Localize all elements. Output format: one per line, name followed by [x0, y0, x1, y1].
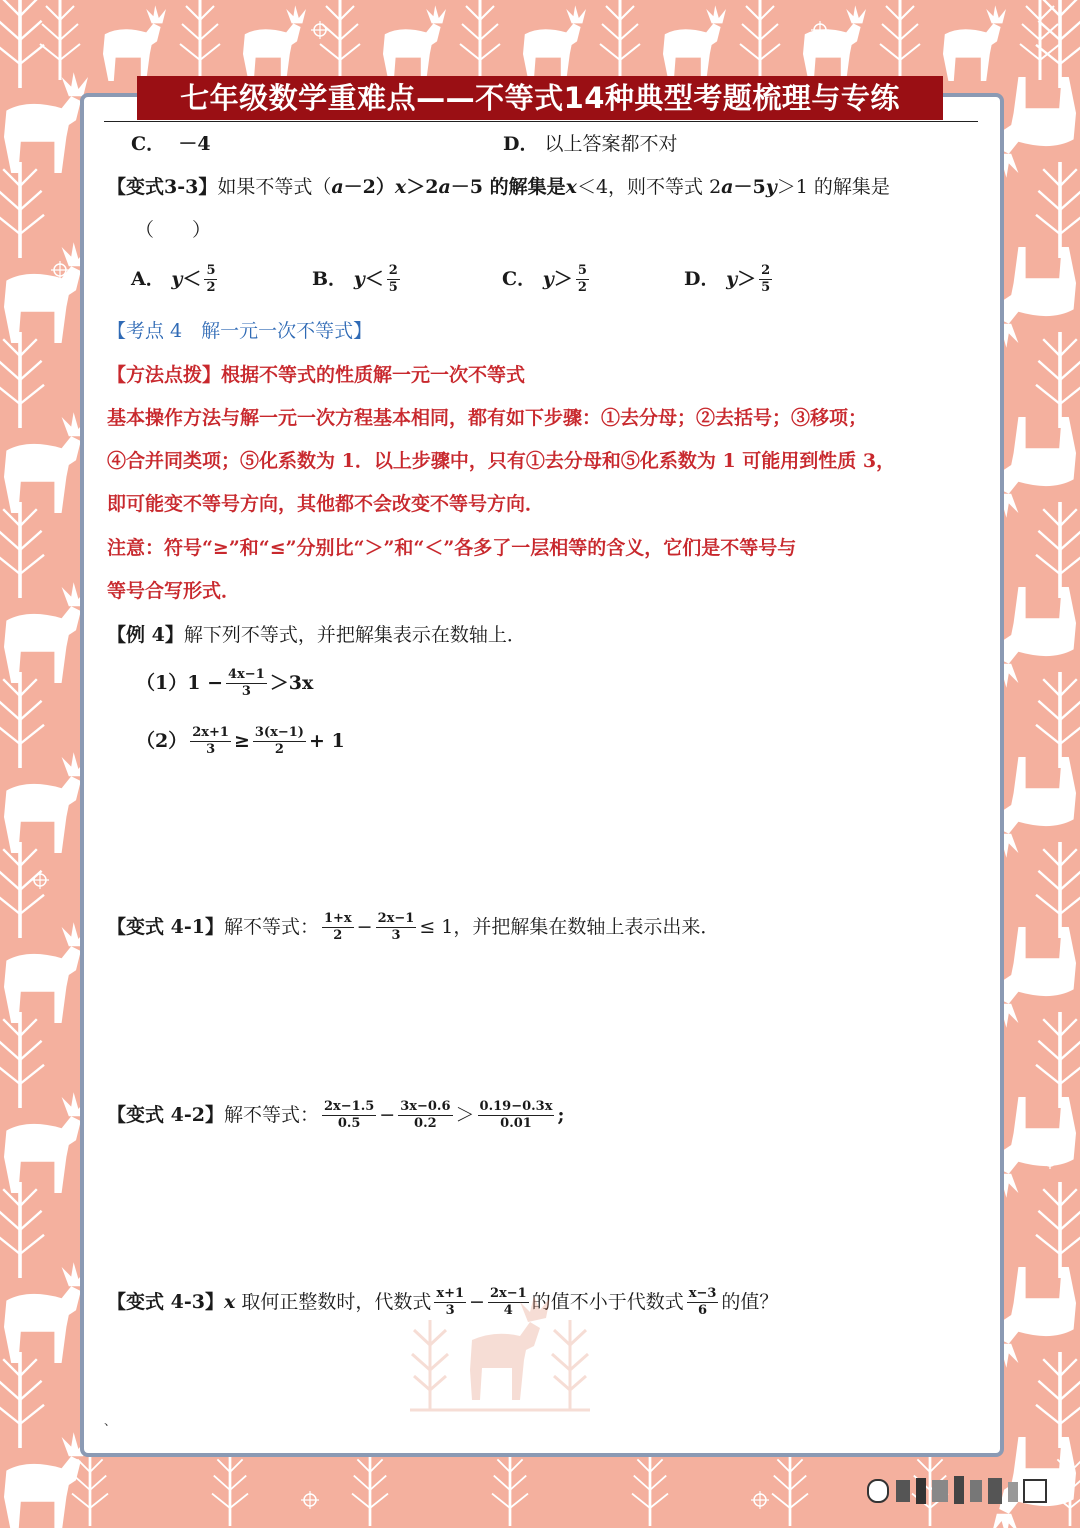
tree-icon: [0, 332, 44, 428]
moose-tree-icon: [400, 1250, 600, 1420]
moose-icon: [4, 922, 88, 1023]
tree-icon: [740, 0, 780, 80]
tree-icon: [1036, 1352, 1080, 1448]
example-4-part-1: （1）1 − $\frac{4x-1}{3}$ ＞3x: [136, 667, 314, 700]
moose-icon: [992, 417, 1076, 518]
corner-mark: 、: [104, 1414, 117, 1428]
tree-icon: [0, 0, 44, 88]
moose-icon: [803, 5, 866, 81]
variant-3-3-question: 【变式3-3】如果不等式（a－2）x＞2a－5 的解集是x＜4，则不等式 2a－5y＞1 的解集是: [107, 176, 890, 198]
moose-icon: [383, 5, 446, 81]
tree-icon: [352, 1454, 388, 1526]
page-title: 七年级数学重难点——不等式14种典型考题梳理与专练: [137, 76, 943, 120]
tree-icon: [1036, 1182, 1080, 1278]
moose-icon: [103, 5, 166, 81]
moose-icon: [4, 1092, 88, 1193]
tree-icon: [1036, 502, 1080, 598]
method-tip-line: ④合并同类项；⑤化系数为 1．以上步骤中，只有①去分母和⑤化系数为 1 可能用到性质 3，: [107, 450, 896, 472]
tree-icon: [772, 1454, 808, 1526]
title-rule: [104, 121, 978, 122]
tree-icon: [0, 1182, 44, 1278]
tree-icon: [880, 0, 920, 80]
snowflake-icon: [751, 1491, 769, 1509]
variant-tag: 【变式3-3】: [107, 176, 218, 198]
tree-icon: [40, 0, 80, 80]
tree-icon: [492, 1454, 528, 1526]
tree-icon: [632, 1454, 668, 1526]
moose-icon: [943, 5, 1006, 81]
moose-icon: [992, 247, 1076, 348]
moose-icon: [4, 72, 88, 173]
option-a: A． y＜ $\frac{5}{2}$: [131, 263, 216, 296]
tree-icon: [0, 842, 44, 938]
moose-icon: [4, 582, 88, 683]
method-tip-line: 基本操作方法与解一元一次方程基本相同，都有如下步骤：①去分母；②去括号；③移项；: [107, 407, 868, 429]
method-note-line: 等号合写形式．: [107, 580, 241, 602]
tree-icon: [1036, 0, 1080, 88]
method-tip-line: 即可能变不等号方向，其他都不会改变不等号方向．: [107, 493, 545, 515]
variant-4-3-question: 【变式 4-3】x 取何正整数时，代数式 $\frac{x+1}{3}$ − $\frac{2x-1}{4}$ 的值不小于代数式 $\frac{x-3}{6}$ 的值？: [107, 1286, 779, 1319]
snowflake-icon: [311, 21, 329, 39]
moose-icon: [992, 1267, 1076, 1368]
tree-icon: [1036, 1012, 1080, 1108]
tree-icon: [600, 0, 640, 80]
tree-icon: [0, 1012, 44, 1108]
tree-icon: [1036, 672, 1080, 768]
moose-icon: [992, 757, 1076, 858]
snowflake-icon: [31, 871, 49, 889]
moose-icon: [4, 752, 88, 853]
option-b: B． y＜ $\frac{2}{5}$: [312, 263, 398, 296]
moose-icon: [992, 927, 1076, 1028]
tree-icon: [460, 0, 500, 80]
example-4-question: 【例 4】解下列不等式，并把解集表示在数轴上．: [107, 624, 526, 646]
example-4-part-2: （2） $\frac{2x+1}{3}$ ≥ $\frac{3(x-1)}{2}$ + 1: [136, 725, 345, 758]
moose-icon: [663, 5, 726, 81]
moose-icon: [523, 5, 586, 81]
tree-icon: [1036, 842, 1080, 938]
option-d-prev: D． 以上答案都不对: [503, 133, 678, 155]
method-tip-title: 【方法点拨】根据不等式的性质解一元一次不等式: [107, 364, 526, 386]
tree-icon: [1036, 332, 1080, 428]
answer-paren: （ ）: [135, 219, 212, 241]
tree-icon: [0, 162, 44, 258]
moose-icon: [992, 77, 1076, 178]
moose-icon: [4, 1432, 88, 1528]
section-heading-kaodian-4: 【考点 4 解一元一次不等式】: [107, 320, 373, 342]
tree-icon: [1020, 0, 1060, 80]
tree-icon: [320, 0, 360, 80]
tree-icon: [212, 1454, 248, 1526]
option-c: C． y＞ $\frac{5}{2}$: [502, 263, 587, 296]
variant-4-2-question: 【变式 4-2】解不等式： $\frac{2x-1.5}{0.5}$ − $\frac{3x-0.6}{0.2}$ ＞ $\frac{0.19-0.3x}{0.01}$ ;: [107, 1099, 565, 1132]
moose-icon: [4, 412, 88, 513]
tree-icon: [0, 502, 44, 598]
variant-4-1-question: 【变式 4-1】解不等式： $\frac{1+x}{2}$ − $\frac{2x-1}{3}$ ≤ 1，并把解集在数轴上表示出来．: [107, 911, 720, 944]
moose-icon: [243, 5, 306, 81]
tree-icon: [0, 1352, 44, 1448]
option-c-prev: C． －4: [131, 133, 211, 155]
tree-icon: [180, 0, 220, 80]
snowflake-icon: [301, 1491, 319, 1509]
moose-icon: [4, 1262, 88, 1363]
option-d: D． y＞ $\frac{2}{5}$: [684, 263, 771, 296]
tree-icon: [0, 672, 44, 768]
brand-logo-icon: [866, 1470, 1056, 1510]
moose-icon: [4, 242, 88, 343]
method-note-line: 注意：符号“≥”和“≤”分别比“＞”和“＜”各多了一层相等的含义，它们是不等号与: [107, 537, 797, 559]
moose-icon: [992, 1097, 1076, 1198]
tree-icon: [1036, 162, 1080, 258]
